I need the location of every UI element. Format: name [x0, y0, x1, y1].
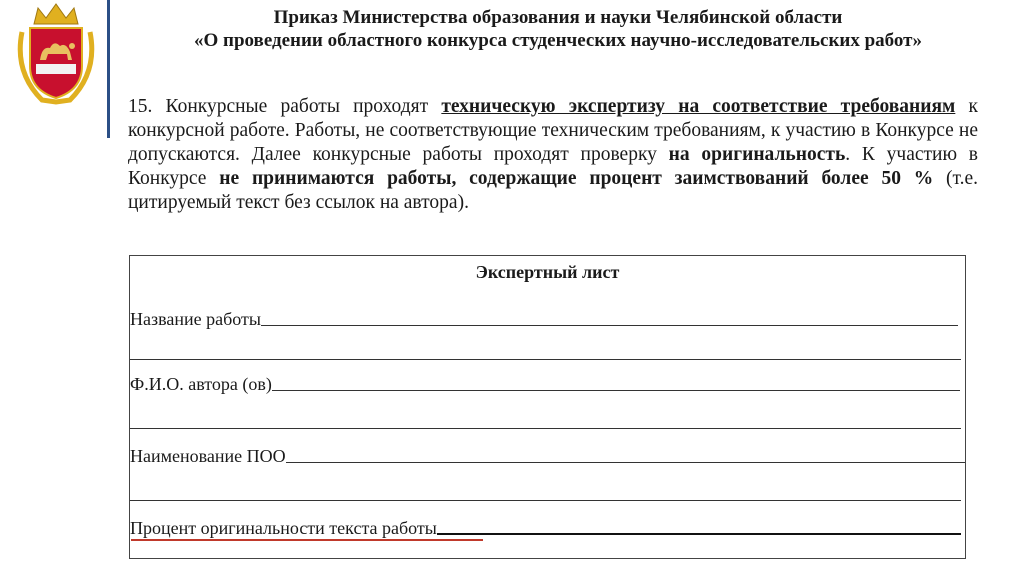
para-text-2: к конкурсной работе. Работы, не соответствующие техническим требованиям, к участию в Конкурсе не допускаются. Далее конкурсные работы проходят проверку — [128, 96, 978, 165]
chelyabinsk-coat-of-arms-icon — [12, 2, 100, 106]
para-not-accepted: не принимаются работы, содержащие процент заимствований более 50 % — [219, 168, 934, 189]
para-text-3: . К участию в Конкурсе — [128, 144, 978, 189]
expert-sheet — [129, 255, 966, 559]
field-row-org — [130, 443, 965, 467]
field-line-org — [286, 446, 965, 463]
page-title — [118, 6, 998, 52]
field-line-title — [261, 309, 958, 326]
para-technical-expertise: техническую экспертизу на соответствие требованиям — [441, 96, 956, 117]
title-line-1: Приказ Министерства образования и науки Челябинской области — [273, 7, 843, 28]
blank-line — [130, 428, 961, 429]
para-originality: на оригинальность — [668, 144, 846, 165]
field-label-title: Название работы — [130, 309, 261, 329]
field-line-author — [272, 374, 960, 391]
para-text-4: (т.е. цитируемый текст без ссылок на автора). — [128, 168, 978, 213]
title-line-2: «О проведении областного конкурса студенческих научно-исследовательских работ» — [193, 30, 922, 51]
field-row-title — [130, 306, 958, 330]
field-line-percent — [437, 517, 961, 535]
field-label-author: Ф.И.О. автора (ов) — [130, 374, 272, 394]
blank-line — [130, 500, 961, 501]
rules-paragraph — [128, 95, 978, 215]
red-underline — [131, 539, 483, 541]
field-label-org: Наименование ПОО — [130, 446, 286, 466]
expert-sheet-title: Экспертный лист — [475, 262, 620, 282]
field-row-percent — [130, 515, 961, 539]
header-divider — [107, 0, 110, 138]
field-row-author — [130, 371, 960, 395]
blank-line — [130, 359, 961, 360]
field-label-percent: Процент оригинальности текста работы — [130, 518, 437, 538]
para-text-1: 15. Конкурсные работы проходят — [128, 96, 442, 117]
